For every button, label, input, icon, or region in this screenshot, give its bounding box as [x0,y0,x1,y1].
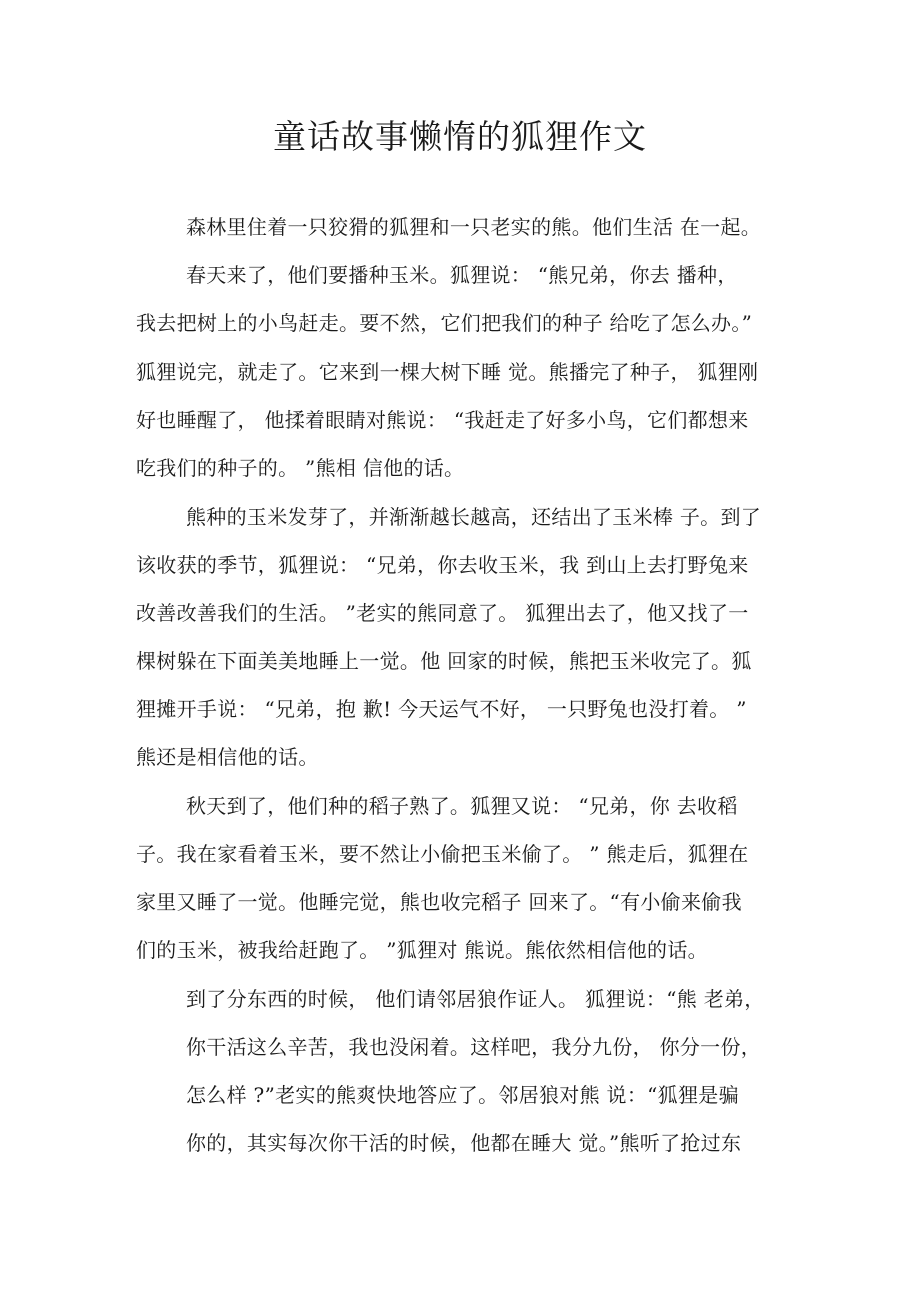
text-line: 该收获的季节，狐狸说： “兄弟，你去收玉米，我 到山上去打野兔来 [136,553,749,577]
text-line: 子。我在家看着玉米，要不然让小偷把玉米偷了。 ” 熊走后，狐狸在 [136,842,749,866]
text-line: 森林里住着一只狡猾的狐狸和一只老实的熊。他们生活 在一起。 [186,215,762,239]
text-line: 春天来了，他们要播种玉米。狐狸说： “熊兄弟，你去 播种， [186,263,738,287]
text-line: 熊种的玉米发芽了，并渐渐越长越高，还结出了玉米棒 子。到了 [186,505,762,529]
text-line: 秋天到了，他们种的稻子熟了。狐狸又说： “兄弟，你 去收稻 [186,794,738,818]
document-title: 童话故事懒惰的狐狸作文 [273,117,647,156]
text-line: 怎么样 ?”老实的熊爽快地答应了。邻居狼对熊 说：“狐狸是骗 [186,1083,739,1107]
text-line: 狐狸说完，就走了。它来到一棵大树下睡 觉。熊播完了种子， 狐狸刚 [136,360,759,384]
text-line: 家里又睡了一觉。他睡完觉，熊也收完稻子 回来了。“有小偷来偷我 [136,890,742,914]
text-line: 到了分东西的时候， 他们请邻居狼作证人。 狐狸说：“熊 老弟， [186,987,765,1011]
text-line: 狸摊开手说： “兄弟，抱 歉! 今天运气不好， 一只野兔也没打着。 ” [136,697,747,721]
text-line: 改善改善我们的生活。 ”老实的熊同意了。 狐狸出去了，他又找了一 [136,601,749,625]
text-line: 你干活这么辛苦，我也没闲着。这样吧，我分九份， 你分一份， [186,1035,762,1059]
text-line: 我去把树上的小鸟赶走。要不然，它们把我们的种子 给吃了怎么办。” [136,311,753,335]
text-line: 你的，其实每次你干活的时候，他都在睡大 觉。”熊听了抢过东 [186,1131,742,1155]
text-line: 吃我们的种子的。 ”熊相 信他的话。 [136,456,465,480]
text-line: 好也睡醒了， 他揉着眼睛对熊说： “我赶走了好多小鸟，它们都想来 [136,408,749,432]
text-line: 熊还是相信他的话。 [136,745,319,769]
text-line: 们的玉米，被我给赶跑了。 ”狐狸对 熊说。熊依然相信他的话。 [136,938,708,962]
text-line: 棵树躲在下面美美地睡上一觉。他 回家的时候，熊把玉米收完了。狐 [136,649,752,673]
